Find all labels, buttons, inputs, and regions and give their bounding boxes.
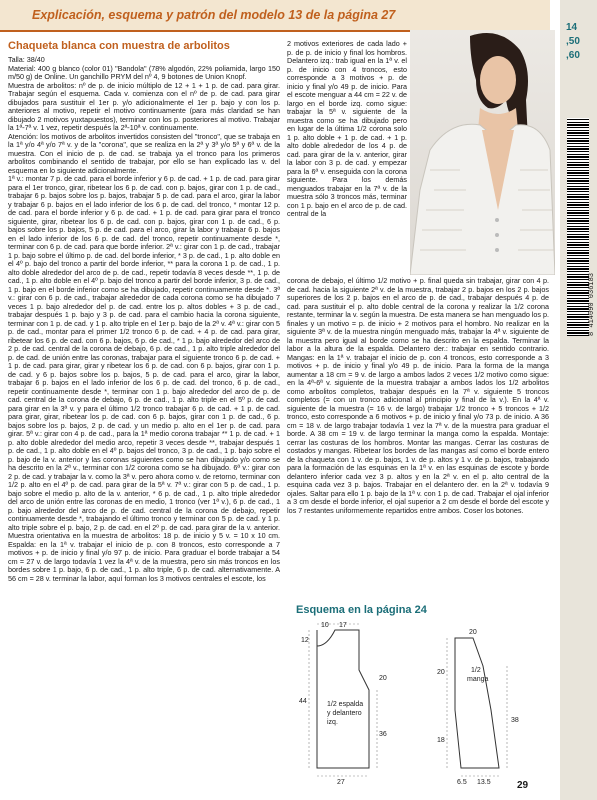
dim-13-5: 13,5: [477, 779, 491, 784]
sleeve-outline: [455, 638, 499, 768]
back-front-label-2: y delantero: [327, 710, 362, 717]
dim-17: 17: [339, 622, 347, 629]
dim-44: 44: [299, 698, 307, 705]
barcode: [567, 118, 589, 336]
dim-6-5: 6,5: [457, 779, 467, 784]
side-size-1: 14: [566, 22, 578, 33]
dim-20-left: 20: [379, 675, 387, 682]
dim-27: 27: [337, 779, 345, 784]
garment-schema: [287, 618, 549, 784]
back-front-outline: [317, 630, 369, 768]
model-photo: [410, 30, 555, 275]
top-right-text: [287, 40, 407, 272]
material-text: Material: 400 g blanco (color 01) "Bandola" (78% algodón, 22% poliamida, largo 150 m/50 g) de Online. Un ganchillo PRYM del nº 4, 9 botones de Union Knopf.: [8, 63, 280, 81]
article-title: Chaqueta blanca con muestra de arbolitos: [8, 40, 230, 52]
side-size-2: ,50: [566, 36, 580, 47]
page-number: 29: [517, 780, 529, 791]
front-left-text: 2 motivos exteriores de cada lado + p. de p. de inicio y final los hombros. Delantero izq.: trab igual en la 1ª v. el p. de inicio con 4 troncos, esto corresponde a 3 motivos + p. de inicio y final y/o 49 p. de inicio. Para el escote menguar a 44 cm = 22 v. de largo en el borde izq. como sigue: trabajar la 5ª v. siguiente de la muestra como se ha dibujado pero en lugar de la última 1/2 corona solo 1 p. alto doble + 1 p. de cad. + 1 p. alto doble alrededor de los 4 p. de cad. para girar de la v. anterior, girar la labor con 3 p. de cad. y empezar para la 6ª v. enseguida con la corona siguiente. Para los demás menguados trabajar en la 7ª v. de la muestra sólo 3 troncos más, terminar con 1 p. bajo en el arco de p. de cad. central de la: [287, 40, 407, 218]
back-front-label-3: izq.: [327, 719, 338, 726]
right-text-column: [287, 277, 549, 595]
header-band: [0, 0, 550, 30]
dim-18: 18: [437, 737, 445, 744]
attention-text: Atención: los motivos de arbolitos invertidos consisten del "tronco", que se trabaja en la 1ª y/o 4ª y/o 7ª v. y de la "corona", que se realiza en la 2ª y 3ª y/o 5ª y 6ª v. de la muestra. Con el inicio de p. de cad. se trabaja ya el tronco para los primeros arbolitos combinando el sentido de trabajar, por ello se han explicado las v. del esquema en lo siguiente adicionalmente.: [8, 131, 280, 175]
header-title: Explicación, esquema y patrón del modelo 13 de la página 27: [32, 8, 396, 22]
size-text: Talla: 38/40: [8, 55, 45, 64]
back-front-label-1: 1/2 espalda: [327, 701, 364, 708]
dim-20-top: 20: [469, 629, 477, 636]
model-photo-illustration: [410, 30, 555, 275]
dim-36: 36: [379, 731, 387, 738]
sleeve-label-1: 1/2: [471, 667, 481, 674]
instructions-text: 1ª v.: montar 7 p. de cad. para el borde inferior y 6 p. de cad. + 1 p. de cad. para girar para el 1er tronco, girar, ribetear los 6 p. de cad. con p. bajos, girar con 1 p. de cad., trabajar 6 p. bajos sobre los p. bajos, trabajar 5 p. de cad. para el arco, girar la labor y trabajar 6 p. bajos en el lado inferior de los 6 p. de cad. del tronco, * montar 12 p. de cad. para el borde inferior y 6 p. de cad. + 1 p. de cad. para girar para el tronco siguiente, girar, ribetear los 6 p. de cad. con p. bajos, girar con 1 p. de cad., 6 p. bajos sobre los p. bajos, 5 p. de cad. para el arco, girar la labor y trabajar 6 p. bajos en el lado inferior de los 6 p. de cad. del tronco, repetir continuamente desde *, terminar con 6 p. de cad. para que borde inferior. 2ª v.: girar con 1 p. de cad., trabajar 1 p. bajo sobre el último p. de cad. del borde inferior, * 3 p. de cad., 1 p. alto doble en el 4º p. bajo del tronco a partir del borde inferior, ** para la corona 1 p. de cad., 1 p. alto doble alrededor del arco de p. de cad., repetir todavía 8 veces desde **, 1 p. de cad., 1 p. alto doble en el 4º p. bajo del tronco a partir del borde inferior, 3 p. de cad., 1 p. bajo en el borde inferior como se ha dibujado, repetir continuamente desde *. 3ª v.: girar con 6 p. de cad., trabajar alrededor de cada corona como se ha dibujado 7 veces 1 p. bajo alrededor del p. de cad. entre los p. altos dobles + 3 p. de cad., trabajar después 1 p. bajo y 3 p. de cad. para el cambio hacia la corona siguiente, terminar con 1 p. de cad. y 1 p. alto triple en el 1er p. bajo de la 2ª v. 4ª v.: girar con 5 p. de cad., montar para el primer 1/2 tronco 6 p. de cad. + 4 p. de cad. para girar, ribetear los 6 p. de cad. con 6 p. bajos, 6 p. de cad., * 1 p. bajo alrededor del arco de 2 p. de cad. central de la corona de debajo, 6 p. de cad., 1 p. alto triple alrededor del p. de cad. de unión entre las coronas, trabajar para el siguiente tronco 6 p. de cad. + 1 p. de cad. para girar, girar y ribetear los 6 p. de cad. con 6 p. bajos, girar con 1 p. de cad. y 6 p. bajos sobre los p. bajos, 5 p. de cad. para el arco, girar la labor, trabajar 6 p. bajos en el lado inferior de los 6 p. de cad. del tronco, 6 p. de cad., repetir continuamente desde *, terminar con 1 p. bajo alrededor del arco de p. de cad. central de la corona de debajo, 6 p. de cad., 1 p. alto triple en el 5º p. de cad. para girar en la 3ª v. y para el último 1/2 tronco trabajar 6 p. de cad. + 1 p. de cad. para girar, girar, ribetear los p. de cad. con 6 p. bajos, girar con 1 p. de cad., 6 p. bajos sobre los p. bajos, 2 p. de cad. y un medio p. alto en el 1er p. de cad. para girar. 5ª v.: girar con 4 p. de cad., para la 1ª medio corona trabajar ** 1 p. de cad. + 1 p. alto doble alrededor del medio arco, repetir 3 veces desde **, trabajar después 1 p. de cad., 1 p. alto doble en el 4º p. bajos del tronco, 3 p. de cad., 1 p. bajo sobre el p. bajo de la v. anterior y las coronas siguientes como se han dibujado y/o como se ha descrito en la 2ª v., terminar con 1/2 corona como se ha dibujado. 6ª v.: girar con 2 p. de cad. y trabajar la v. como la 3ª v. pero ahora como v. de retorno, terminar con 1/2 p. alto en el 4º p. de cad. para girar de la 5ª v. 7ª v.: girar con 5 p. de cad., 1 p. bajo sobre el medio p. alto de la v. anterior, * 6 p. de cad., 1 p. alto triple alrededor del arco de unión entre las coronas de en medio, 1 tronco (ver 1ª v.), 6 p. de cad., 1 p. bajo alrededor del arco de p. de cad. central de la corona de debajo, repetir continuamente desde *, trabajando el último tronco y terminar con 5 p. de cad. y 1 p. alto triple sobre el p. bajo, 2 p. de cad. en el 2º p. de cad. para girar de la v. anterior. Muestra orientativa en la muestra de arbolitos: 18 p. de inicio y 5 v. = 10 x 10 cm. Espalda: en la 1ª v. trabajar el inicio de p. con 8 troncos, esto corresponde a 7 motivos + p. de inicio y final y/o 97 p. de inicio. Para graduar el borde trabajar a 54 cm = 27 v. de largo todavía 1 vez la 4ª v. de la muestra, pero sin más troncos en los bordes sobre 1 p. bajo, 6 p. de cad., 1 p. alto triple, 6 p. de cad. alternativamente. A 56 cm = 28 v. terminar la labor, aquí forman los 3 motivos centrales el escote, los: [8, 174, 280, 583]
sleeve-label-2: manga: [467, 676, 489, 683]
side-size-3: ,60: [566, 50, 580, 61]
dim-12: 12: [301, 637, 309, 644]
right-instructions-text: corona de debajo, el último 1/2 motivo + p. final queda sin trabajar, girar con 4 p. de cad. hacia la siguiente 2ª v. de la muestra, trabajar 2 p. bajos en los 2 p. bajos superiores de los 2 p. bajos en el arco de p. de cad., trabajar después 4 p. de cad. para sustituir el p. alto doble central de la corona y realizar la 1/2 corona restante, terminar la v. según la muestra. De esta manera se han menguado los p. finales y un motivo = p. de inicio + 2 motivos para el hombro. No realizar en la siguiente 3ª v. de la muestra ningún menguado más, trabajar la 4ª v. siguiente de la muestra pero igual al borde como se ha descrito en la espalda. Terminar la labor a la altura de la espalda. Delantero der.: trabajar en sentido contrario. Mangas: en la 1ª v. trabajar el inicio de p. con 4 troncos, esto corresponde a 3 motivos + p. de inicio y final y/o 49 p. de inicio. Para la forma de la manga aumentar a 18 cm = 9 v. de largo a ambos lados 2 veces 1/2 motivo como sigue: en la 4ª-6ª v. siguiente de la muestra trabajar a ambos lados los 1/2 arbolitos como arbolitos completos, trabajar después en la 7ª v. siguiente 5 troncos completos (= con un tronco adicional al principio y final de la v.). En la 4ª v. siguiente de la muestra (= 16 v. de largo) trabajar 1/2 tronco + 5 troncos + 1/2 tronco, esto corresponde a 6 motivos + p. de inicio y final y/o 73 p. de inicio. A 36 cm = 18 v. de largo trabajar todavía 1 vez la 7ª v. de la muestra para graduar el borde. A 38 cm = 19 v. de largo terminar la manga como la espalda. Montaje: cerrar las costuras de los hombros. Montar las mangas. Cerrar las costuras de costados y mangas. Ribetear los bordes de las mangas así como el borde entero de la chaqueta con 1 v. de p. bajos, 1 v. de p. altos y 1 v. de p. bajos, trabajando para la formación de las esquinas en la 1ª v. en las esquinas de escote y borde delantero inferior cada vez 3 p. altos y en la 2ª v. en el p. alto central de la esquina cada vez 3 p. bajos. Trabajar en el delantero der. en la 2ª v. todavía 9 ojales. Saltar para ello 1 p. bajo de la 1ª v. con 1 p. de cad. Trabajar el ojal inferior a 3 cm desde el borde inferior, el ojal superior a 2 cm desde el borde del escote y los 7 restantes uniformemente repartidos entre ambos. Coser los botones.: [287, 277, 549, 515]
barcode-number: 8 414090 036183: [588, 272, 596, 336]
dim-38: 38: [511, 717, 519, 724]
pattern-text: Muestra de arbolitos: nº de p. de inicio múltiplo de 12 + 1 + 1 p. de cad. para girar. Trabajar según el esquema. Cada v. comienza con el nº de p. de cad. para girar dibujados para sustituir el 1er p. y/o adicionalmente el 1er p. bajo y con los p. anteriores al motivo, repetir el motivo continuamente (para más claridad se han dibujado 2 motivos yuxtapuestos), terminar con los p. posteriores al motivo. Trabajar la 1ª-7ª v. 1 vez, repetir después la 2ª-10ª v. continuamente.: [8, 80, 280, 132]
left-text-column: [8, 40, 280, 734]
dim-20-side: 20: [437, 669, 445, 676]
schema-title: Esquema en la página 24: [296, 604, 427, 616]
dim-10: 10: [321, 622, 329, 629]
